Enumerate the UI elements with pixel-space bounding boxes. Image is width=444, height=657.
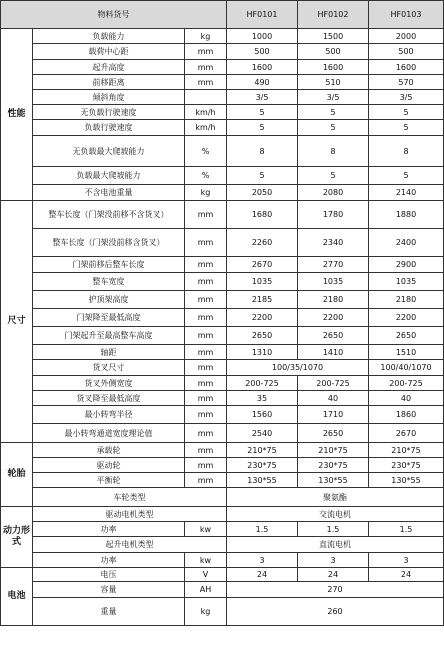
- spec-name: 驱动电机类型: [33, 507, 227, 522]
- spec-row: [1, 598, 444, 626]
- header-row: [1, 1, 444, 29]
- spec-value: 24: [369, 568, 444, 582]
- spec-unit: kg: [185, 185, 227, 201]
- section-category: 性能: [1, 29, 33, 201]
- spec-value: 210*75: [298, 443, 369, 458]
- spec-unit: mm: [185, 376, 227, 391]
- spec-row: [1, 522, 444, 537]
- spec-value: 2770: [298, 257, 369, 273]
- spec-value: 1.5: [369, 522, 444, 537]
- spec-name: 驱动轮: [33, 458, 185, 473]
- spec-row: [1, 44, 444, 60]
- spec-unit: mm: [185, 473, 227, 488]
- spec-unit: mm: [185, 291, 227, 309]
- spec-row: [1, 257, 444, 273]
- spec-value: 2080: [298, 185, 369, 201]
- spec-row: [1, 553, 444, 568]
- spec-unit: kg: [185, 29, 227, 44]
- spec-name: 起升电机类型: [33, 537, 227, 553]
- spec-value: 210*75: [227, 443, 298, 458]
- spec-unit: mm: [185, 75, 227, 90]
- spec-value: 2050: [227, 185, 298, 201]
- spec-unit: mm: [185, 391, 227, 406]
- spec-row: [1, 327, 444, 345]
- spec-value: 2140: [369, 185, 444, 201]
- spec-row: [1, 273, 444, 291]
- spec-name: 门架前移后整车长度: [33, 257, 185, 273]
- section-category: 尺寸: [1, 201, 33, 443]
- spec-value: 24: [227, 568, 298, 582]
- spec-value: 1710: [298, 406, 369, 424]
- section-category: 电池: [1, 568, 33, 626]
- spec-unit: mm: [185, 424, 227, 443]
- spec-unit: km/h: [185, 120, 227, 136]
- spec-value: 1600: [369, 60, 444, 75]
- spec-value: 1560: [227, 406, 298, 424]
- spec-value: 100/35/1070: [227, 360, 369, 376]
- spec-value: 1780: [298, 201, 369, 229]
- spec-unit: %: [185, 167, 227, 185]
- spec-body: [1, 29, 444, 626]
- spec-name: 功率: [33, 522, 185, 537]
- spec-name: 载荷中心距: [33, 44, 185, 60]
- spec-row: [1, 167, 444, 185]
- spec-value: 2670: [227, 257, 298, 273]
- spec-value: 130*55: [298, 473, 369, 488]
- spec-value: 2670: [369, 424, 444, 443]
- spec-value: 1600: [227, 60, 298, 75]
- spec-value: 1310: [227, 345, 298, 360]
- spec-name: 最小转弯半径: [33, 406, 185, 424]
- spec-value: 2650: [369, 327, 444, 345]
- spec-value: 5: [369, 167, 444, 185]
- spec-value: 1.5: [298, 522, 369, 537]
- spec-unit: mm: [185, 44, 227, 60]
- spec-name: 负载行驶速度: [33, 120, 185, 136]
- spec-value: 500: [298, 44, 369, 60]
- spec-unit: V: [185, 568, 227, 582]
- spec-name: 倾斜角度: [33, 90, 185, 105]
- spec-name: 容量: [33, 582, 185, 598]
- spec-row: [1, 90, 444, 105]
- spec-value: 130*55: [369, 473, 444, 488]
- spec-value: 5: [227, 105, 298, 120]
- spec-row: [1, 488, 444, 507]
- spec-value: 2200: [369, 309, 444, 327]
- spec-unit: kw: [185, 522, 227, 537]
- spec-value: 5: [298, 167, 369, 185]
- spec-value: 8: [298, 136, 369, 167]
- spec-row: [1, 29, 444, 44]
- spec-value: 260: [227, 598, 444, 626]
- spec-name: 电压: [33, 568, 185, 582]
- spec-name: 重量: [33, 598, 185, 626]
- spec-value: 1035: [227, 273, 298, 291]
- spec-value: 3: [369, 553, 444, 568]
- spec-value: 200-725: [298, 376, 369, 391]
- spec-value: 1510: [369, 345, 444, 360]
- spec-value: 5: [227, 120, 298, 136]
- model-header: HF0102: [298, 1, 369, 29]
- spec-value: 570: [369, 75, 444, 90]
- spec-value: 1860: [369, 406, 444, 424]
- spec-row: [1, 406, 444, 424]
- spec-unit: mm: [185, 201, 227, 229]
- spec-unit: mm: [185, 406, 227, 424]
- spec-name: 平衡轮: [33, 473, 185, 488]
- spec-value: 2540: [227, 424, 298, 443]
- spec-value: 3: [227, 553, 298, 568]
- spec-row: [1, 360, 444, 376]
- model-header: HF0103: [369, 1, 444, 29]
- spec-row: [1, 458, 444, 473]
- spec-name: 整车长度（门架没前移不含货叉）: [33, 201, 185, 229]
- spec-value: 2260: [227, 229, 298, 257]
- spec-unit: mm: [185, 229, 227, 257]
- spec-name: 最小转弯通道宽度理论值: [33, 424, 185, 443]
- spec-row: [1, 120, 444, 136]
- spec-value: 2900: [369, 257, 444, 273]
- spec-value: 2000: [369, 29, 444, 44]
- spec-value: 230*75: [369, 458, 444, 473]
- spec-name: 负载能力: [33, 29, 185, 44]
- spec-value: 1035: [369, 273, 444, 291]
- spec-row: [1, 582, 444, 598]
- spec-row: [1, 345, 444, 360]
- spec-unit: mm: [185, 273, 227, 291]
- spec-row: [1, 185, 444, 201]
- spec-value: 2650: [298, 327, 369, 345]
- spec-value: 200-725: [227, 376, 298, 391]
- spec-unit: AH: [185, 582, 227, 598]
- spec-name: 车轮类型: [33, 488, 227, 507]
- spec-row: [1, 75, 444, 90]
- spec-value: 2180: [369, 291, 444, 309]
- spec-unit: mm: [185, 309, 227, 327]
- spec-row: [1, 136, 444, 167]
- spec-value: 270: [227, 582, 444, 598]
- spec-name: 货叉外侧宽度: [33, 376, 185, 391]
- spec-name: 无负载最大爬坡能力: [33, 136, 185, 167]
- spec-row: [1, 376, 444, 391]
- spec-row: [1, 537, 444, 553]
- spec-value: 2340: [298, 229, 369, 257]
- spec-name: 门架降至最低高度: [33, 309, 185, 327]
- spec-value: 510: [298, 75, 369, 90]
- section-category: 动力形式: [1, 507, 33, 568]
- spec-value: 2650: [227, 327, 298, 345]
- spec-value: 35: [227, 391, 298, 406]
- spec-value: 1600: [298, 60, 369, 75]
- spec-value: 24: [298, 568, 369, 582]
- spec-value: 1500: [298, 29, 369, 44]
- spec-name: 无负载行驶速度: [33, 105, 185, 120]
- spec-value: 230*75: [298, 458, 369, 473]
- spec-row: [1, 229, 444, 257]
- spec-value: 130*55: [227, 473, 298, 488]
- spec-unit: kw: [185, 553, 227, 568]
- spec-row: [1, 568, 444, 582]
- spec-value: 1.5: [227, 522, 298, 537]
- spec-name: 护顶架高度: [33, 291, 185, 309]
- spec-value: 1035: [298, 273, 369, 291]
- spec-unit: mm: [185, 257, 227, 273]
- spec-value: 2200: [227, 309, 298, 327]
- spec-value: 2180: [298, 291, 369, 309]
- spec-value: 40: [298, 391, 369, 406]
- spec-value: 直流电机: [227, 537, 444, 553]
- spec-unit: mm: [185, 443, 227, 458]
- spec-value: 1000: [227, 29, 298, 44]
- spec-unit: mm: [185, 327, 227, 345]
- spec-value: 3/5: [298, 90, 369, 105]
- spec-value: 2400: [369, 229, 444, 257]
- spec-row: [1, 443, 444, 458]
- spec-unit: mm: [185, 360, 227, 376]
- header-label: 物料货号: [1, 1, 227, 29]
- spec-row: [1, 391, 444, 406]
- spec-name: 功率: [33, 553, 185, 568]
- spec-row: [1, 291, 444, 309]
- spec-value: 5: [227, 167, 298, 185]
- spec-value: 200-725: [369, 376, 444, 391]
- spec-value: 490: [227, 75, 298, 90]
- spec-value: 3/5: [369, 90, 444, 105]
- spec-name: 整车宽度: [33, 273, 185, 291]
- spec-row: [1, 60, 444, 75]
- spec-name: 不含电池重量: [33, 185, 185, 201]
- spec-value: 2650: [298, 424, 369, 443]
- spec-row: [1, 473, 444, 488]
- spec-name: 前移距离: [33, 75, 185, 90]
- spec-value: 1410: [298, 345, 369, 360]
- spec-value: 500: [227, 44, 298, 60]
- spec-value: 1680: [227, 201, 298, 229]
- spec-value: 3/5: [227, 90, 298, 105]
- spec-value: 210*75: [369, 443, 444, 458]
- spec-row: [1, 424, 444, 443]
- spec-unit: %: [185, 136, 227, 167]
- spec-value: 2185: [227, 291, 298, 309]
- spec-value: 聚氨酯: [227, 488, 444, 507]
- spec-value: 8: [369, 136, 444, 167]
- spec-value: 40: [369, 391, 444, 406]
- spec-name: 起升高度: [33, 60, 185, 75]
- spec-row: [1, 309, 444, 327]
- spec-value: 5: [369, 120, 444, 136]
- spec-value: 5: [298, 120, 369, 136]
- spec-value: 230*75: [227, 458, 298, 473]
- spec-value: 8: [227, 136, 298, 167]
- spec-unit: [185, 90, 227, 105]
- section-category: 轮胎: [1, 443, 33, 507]
- spec-unit: kg: [185, 598, 227, 626]
- model-header: HF0101: [227, 1, 298, 29]
- spec-name: 负载最大爬坡能力: [33, 167, 185, 185]
- spec-name: 门架起升至最高整车高度: [33, 327, 185, 345]
- spec-row: [1, 201, 444, 229]
- spec-value: 3: [298, 553, 369, 568]
- spec-name: 承载轮: [33, 443, 185, 458]
- spec-value: 2200: [298, 309, 369, 327]
- spec-value: 500: [369, 44, 444, 60]
- spec-unit: km/h: [185, 105, 227, 120]
- spec-value: 交流电机: [227, 507, 444, 522]
- spec-row: [1, 507, 444, 522]
- spec-value: 100/40/1070: [369, 360, 444, 376]
- spec-unit: mm: [185, 345, 227, 360]
- spec-value: 5: [369, 105, 444, 120]
- spec-name: 货叉降至最低高度: [33, 391, 185, 406]
- spec-value: 5: [298, 105, 369, 120]
- spec-unit: mm: [185, 60, 227, 75]
- spec-value: 1880: [369, 201, 444, 229]
- spec-name: 货叉尺寸: [33, 360, 185, 376]
- spec-unit: mm: [185, 458, 227, 473]
- spec-name: 轴距: [33, 345, 185, 360]
- spec-row: [1, 105, 444, 120]
- spec-name: 整车长度（门架没前移含货叉）: [33, 229, 185, 257]
